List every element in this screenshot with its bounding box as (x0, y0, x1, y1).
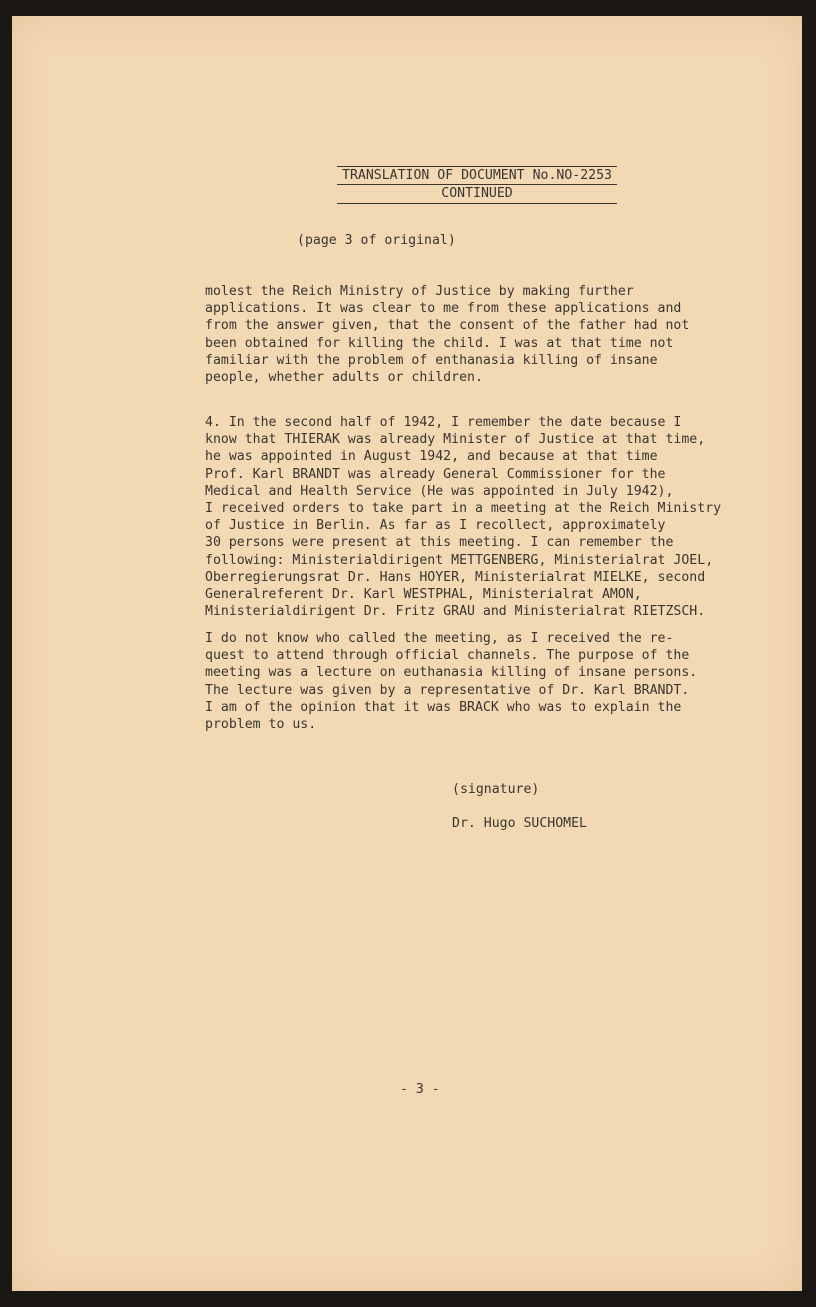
signature-label: (signature) (452, 782, 540, 797)
paragraph-3: I do not know who called the meeting, as I received the re- quest to attend through official channels. The purpose of the meeting was a lecture on euthanasia killing of insane persons. The lecture was given by a representative of Dr. Karl BRANDT. I am of the opinion that it was BRACK who was to explain the problem to us. (205, 631, 698, 733)
page-reference-note: (page 3 of original) (297, 233, 456, 248)
paragraph-2: 4. In the second half of 1942, I remember the date because I know that THIERAK was already Minister of Justice at that time, he was appointed in August 1942, and because at that time Prof. Karl BRANDT was already General Commissioner for the Medical and Health Service (He was appointed in July 1942), I received orders to take part in a meeting at the Reich Ministry of Justice in Berlin. As far as I recollect, approximately 30 persons were present at this meeting. I can remember the following: Ministerialdirigent METTGENBERG, Ministerialrat JOEL, Oberregierungsrat Dr. Hans HOYER, Ministerialrat MIELKE, second Generalreferent Dr. Karl WESTPHAL, Ministerialrat AMON, Ministerialdirigent Dr. Fritz GRAU and Ministerialrat RIETZSCH. (205, 415, 722, 620)
page-number: - 3 - (400, 1082, 440, 1097)
document-header (337, 166, 617, 204)
document-page (12, 16, 802, 1291)
signatory-name: Dr. Hugo SUCHOMEL (452, 816, 587, 831)
paragraph-1: molest the Reich Ministry of Justice by making further applications. It was clear to me from these applications and from the answer given, that the consent of the father had not been obtained for killing the child. I was at that time not familiar with the problem of enthanasia killing of insane people, whether adults or children. (205, 284, 690, 386)
document-title: TRANSLATION OF DOCUMENT No.NO-2253 (337, 166, 617, 185)
document-subtitle: CONTINUED (337, 185, 617, 204)
